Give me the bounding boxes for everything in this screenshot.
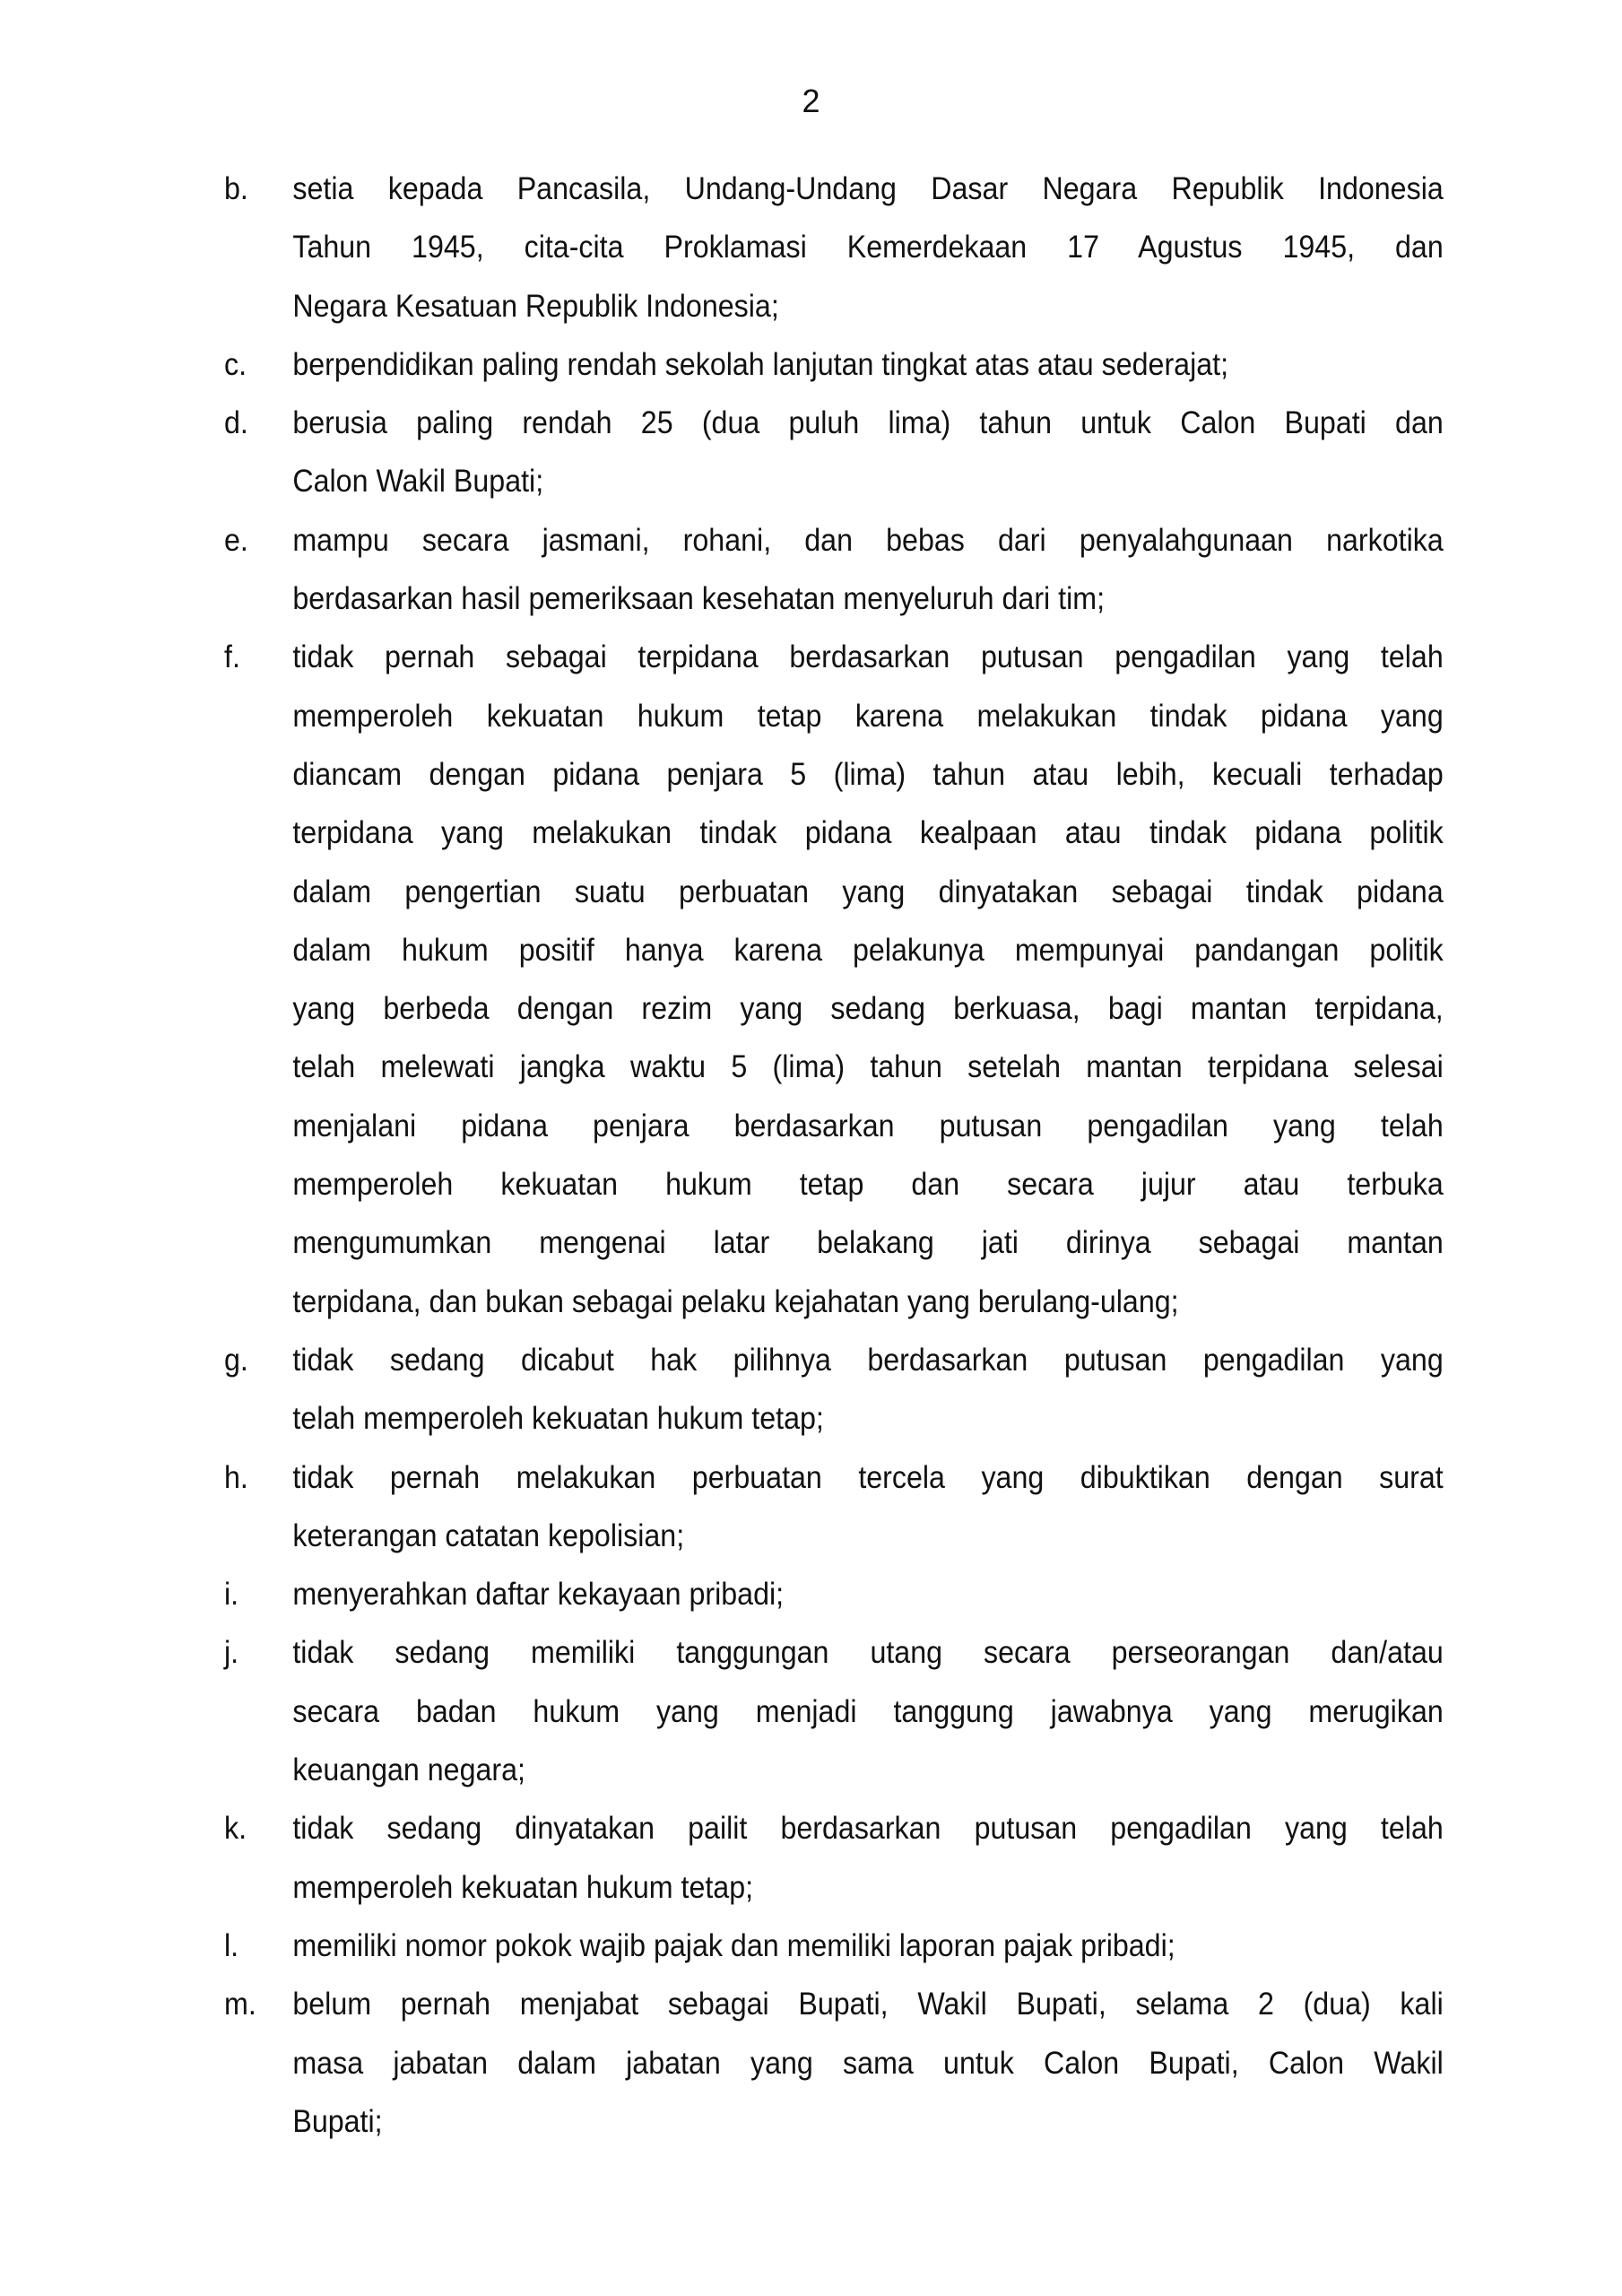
text-line: telah melewati jangka waktu 5 (lima) tahun setelah mantan terpidana selesai [292,1049,1444,1085]
list-item-marker: l. [224,1927,239,1963]
page-number: 2 [802,83,820,119]
list-item-marker: f. [224,639,240,675]
requirements-list [224,160,1444,2151]
list-item-text [292,1799,1443,1917]
list-item-marker: i. [224,1577,239,1613]
list-item-text [292,1331,1443,1448]
text-line: Bupati; [292,2103,383,2139]
text-line: diancam dengan pidana penjara 5 (lima) tahun atau lebih, kecuali terhadap [292,756,1444,792]
text-line: memperoleh kekuatan hukum tetap; [292,1869,754,1905]
text-line: berdasarkan hasil pemeriksaan kesehatan menyeluruh dari tim; [292,581,1106,617]
list-item [224,394,1444,511]
list-item [224,160,1444,335]
list-item-text [292,160,1443,335]
text-line: berpendidikan paling rendah sekolah lanjutan tingkat atas atau sederajat; [292,346,1229,382]
text-line: mampu secara jasmani, rohani, dan bebas dari penyalahgunaan narkotika [292,522,1444,558]
list-item [224,1917,1444,1975]
text-line: memiliki nomor pokok wajib pajak dan memiliki laporan pajak pribadi; [292,1927,1175,1963]
list-item-marker: m. [224,1987,256,2022]
list-item-marker: c. [224,346,247,382]
text-line: terpidana yang melakukan tindak pidana kealpaan atau tindak pidana politik [292,815,1444,851]
text-line: Calon Wakil Bupati; [292,464,544,500]
list-item-marker: j. [224,1635,239,1671]
list-item-marker: k. [224,1811,247,1847]
text-line: belum pernah menjabat sebagai Bupati, Wakil Bupati, selama 2 (dua) kali [292,1987,1444,2022]
text-line: tidak sedang dinyatakan pailit berdasarkan putusan pengadilan yang telah [292,1811,1444,1847]
text-line: yang berbeda dengan rezim yang sedang berkuasa, bagi mantan terpidana, [292,991,1444,1027]
list-item-text [292,511,1443,629]
list-item-text [292,1565,1443,1623]
text-line: masa jabatan dalam jabatan yang sama untuk Calon Bupati, Calon Wakil [292,2045,1444,2081]
list-item-text [292,394,1443,511]
list-item [224,511,1444,629]
text-line: keterangan catatan kepolisian; [292,1518,685,1553]
text-line: menyerahkan daftar kekayaan pribadi; [292,1577,785,1613]
list-item-text [292,1917,1443,1975]
list-item [224,1975,1444,2151]
text-line: memperoleh kekuatan hukum tetap karena melakukan tindak pidana yang [292,698,1444,734]
text-line: mengumumkan mengenai latar belakang jati dirinya sebagai mantan [292,1225,1444,1261]
list-item-text [292,1975,1443,2151]
list-item-marker: h. [224,1459,248,1495]
list-item [224,1448,1444,1566]
text-line: tidak pernah melakukan perbuatan tercela yang dibuktikan dengan surat [292,1459,1444,1495]
text-line: tidak sedang dicabut hak pilihnya berdasarkan putusan pengadilan yang [292,1342,1444,1378]
list-item-text [292,335,1443,394]
list-item-marker: g. [224,1342,248,1378]
list-item-marker: e. [224,522,248,558]
list-item [224,1331,1444,1448]
list-item-text [292,628,1443,1331]
text-line: Tahun 1945, cita-cita Proklamasi Kemerdekaan 17 Agustus 1945, dan [292,230,1444,265]
text-line: menjalani pidana penjara berdasarkan putusan pengadilan yang telah [292,1108,1444,1144]
text-line: setia kepada Pancasila, Undang-Undang Dasar Negara Republik Indonesia [292,171,1444,206]
list-item [224,628,1444,1331]
text-line: dalam pengertian suatu perbuatan yang dinyatakan sebagai tindak pidana [292,874,1444,909]
text-line: memperoleh kekuatan hukum tetap dan secara jujur atau terbuka [292,1167,1444,1203]
list-item [224,335,1444,394]
text-line: berusia paling rendah 25 (dua puluh lima) tahun untuk Calon Bupati dan [292,405,1444,441]
text-line: tidak pernah sebagai terpidana berdasarkan putusan pengadilan yang telah [292,639,1444,675]
list-item [224,1623,1444,1799]
text-line: tidak sedang memiliki tanggungan utang secara perseorangan dan/atau [292,1635,1444,1671]
text-line: telah memperoleh kekuatan hukum tetap; [292,1401,824,1437]
list-item-text [292,1448,1443,1566]
list-item-marker: d. [224,405,248,441]
list-item [224,1799,1444,1917]
text-line: dalam hukum positif hanya karena pelakunya mempunyai pandangan politik [292,932,1444,968]
list-item [224,1565,1444,1623]
text-line: terpidana, dan bukan sebagai pelaku kejahatan yang berulang-ulang; [292,1283,1179,1319]
text-line: Negara Kesatuan Republik Indonesia; [292,288,779,324]
list-item-text [292,1623,1443,1799]
text-line: secara badan hukum yang menjadi tanggung jawabnya yang merugikan [292,1693,1444,1729]
list-item-marker: b. [224,171,248,206]
text-line: keuangan negara; [292,1752,525,1788]
